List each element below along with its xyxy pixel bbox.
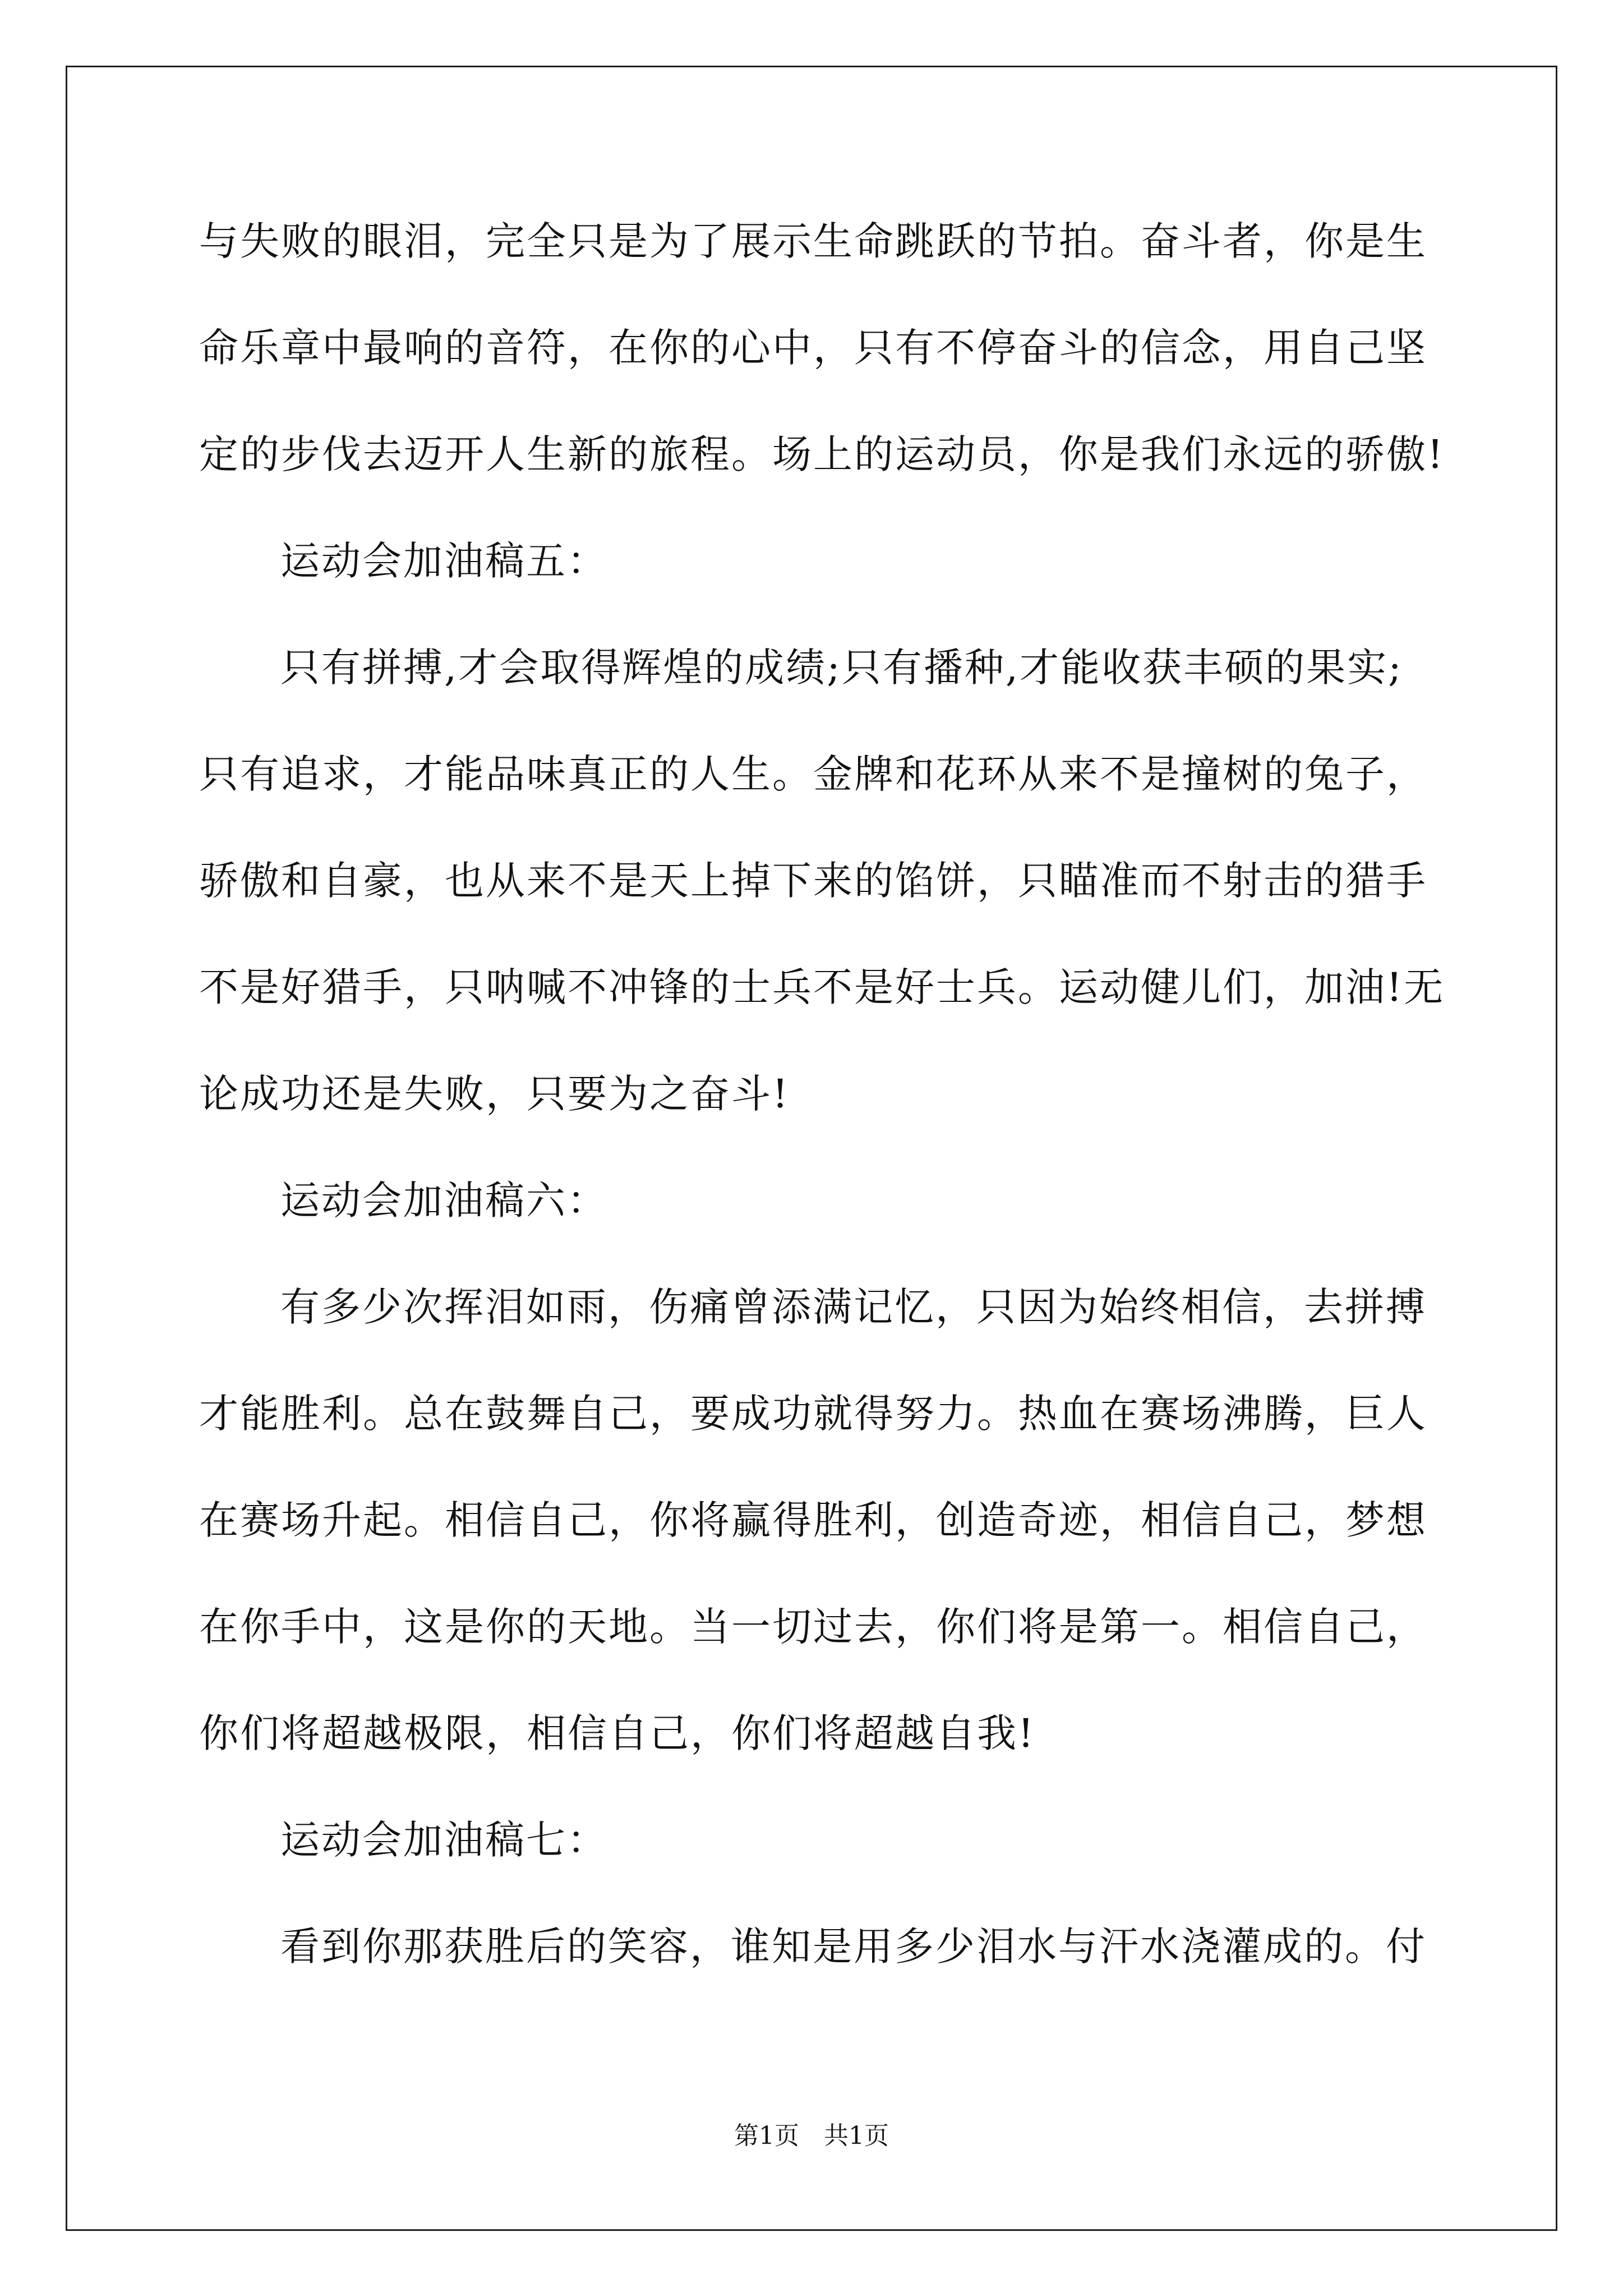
text-line: 只有追求，才能品味真正的人生。金牌和花环从来不是撞树的兔子， <box>199 751 1427 797</box>
section-heading: 运动会加油稿六： <box>280 1177 608 1223</box>
text-line: 命乐章中最响的音符，在你的心中，只有不停奋斗的信念，用自己坚 <box>199 325 1427 371</box>
text-line: 与失败的眼泪，完全只是为了展示生命跳跃的节拍。奋斗者，你是生 <box>199 218 1427 264</box>
text-line: 不是好猎手，只呐喊不冲锋的士兵不是好士兵。运动健儿们，加油!无 <box>199 964 1445 1010</box>
page-border <box>66 66 1557 2231</box>
text-line: 骄傲和自豪，也从来不是天上掉下来的馅饼，只瞄准而不射击的猎手 <box>199 858 1427 904</box>
text-line: 在你手中，这是你的天地。当一切过去，你们将是第一。相信自己， <box>199 1604 1427 1650</box>
text-line: 才能胜利。总在鼓舞自己，要成功就得努力。热血在赛场沸腾，巨人 <box>199 1391 1427 1437</box>
text-line: 定的步伐去迈开人生新的旅程。场上的运动员，你是我们永远的骄傲! <box>199 431 1445 477</box>
text-line: 论成功还是失败，只要为之奋斗! <box>199 1071 790 1117</box>
text-line: 有多少次挥泪如雨，伤痛曾添满记忆，只因为始终相信，去拼搏 <box>280 1284 1427 1330</box>
section-heading: 运动会加油稿五： <box>280 538 608 584</box>
text-line: 你们将超越极限，相信自己，你们将超越自我! <box>199 1710 1036 1756</box>
page-footer: 第1页 共1页 <box>734 2122 889 2150</box>
text-line: 只有拼搏,才会取得辉煌的成绩;只有播种,才能收获丰硕的果实; <box>280 645 1403 691</box>
section-heading: 运动会加油稿七： <box>280 1817 608 1863</box>
text-line: 在赛场升起。相信自己，你将赢得胜利，创造奇迹，相信自己，梦想 <box>199 1497 1427 1543</box>
text-line: 看到你那获胜后的笑容，谁知是用多少泪水与汗水浇灌成的。付 <box>280 1924 1427 1970</box>
